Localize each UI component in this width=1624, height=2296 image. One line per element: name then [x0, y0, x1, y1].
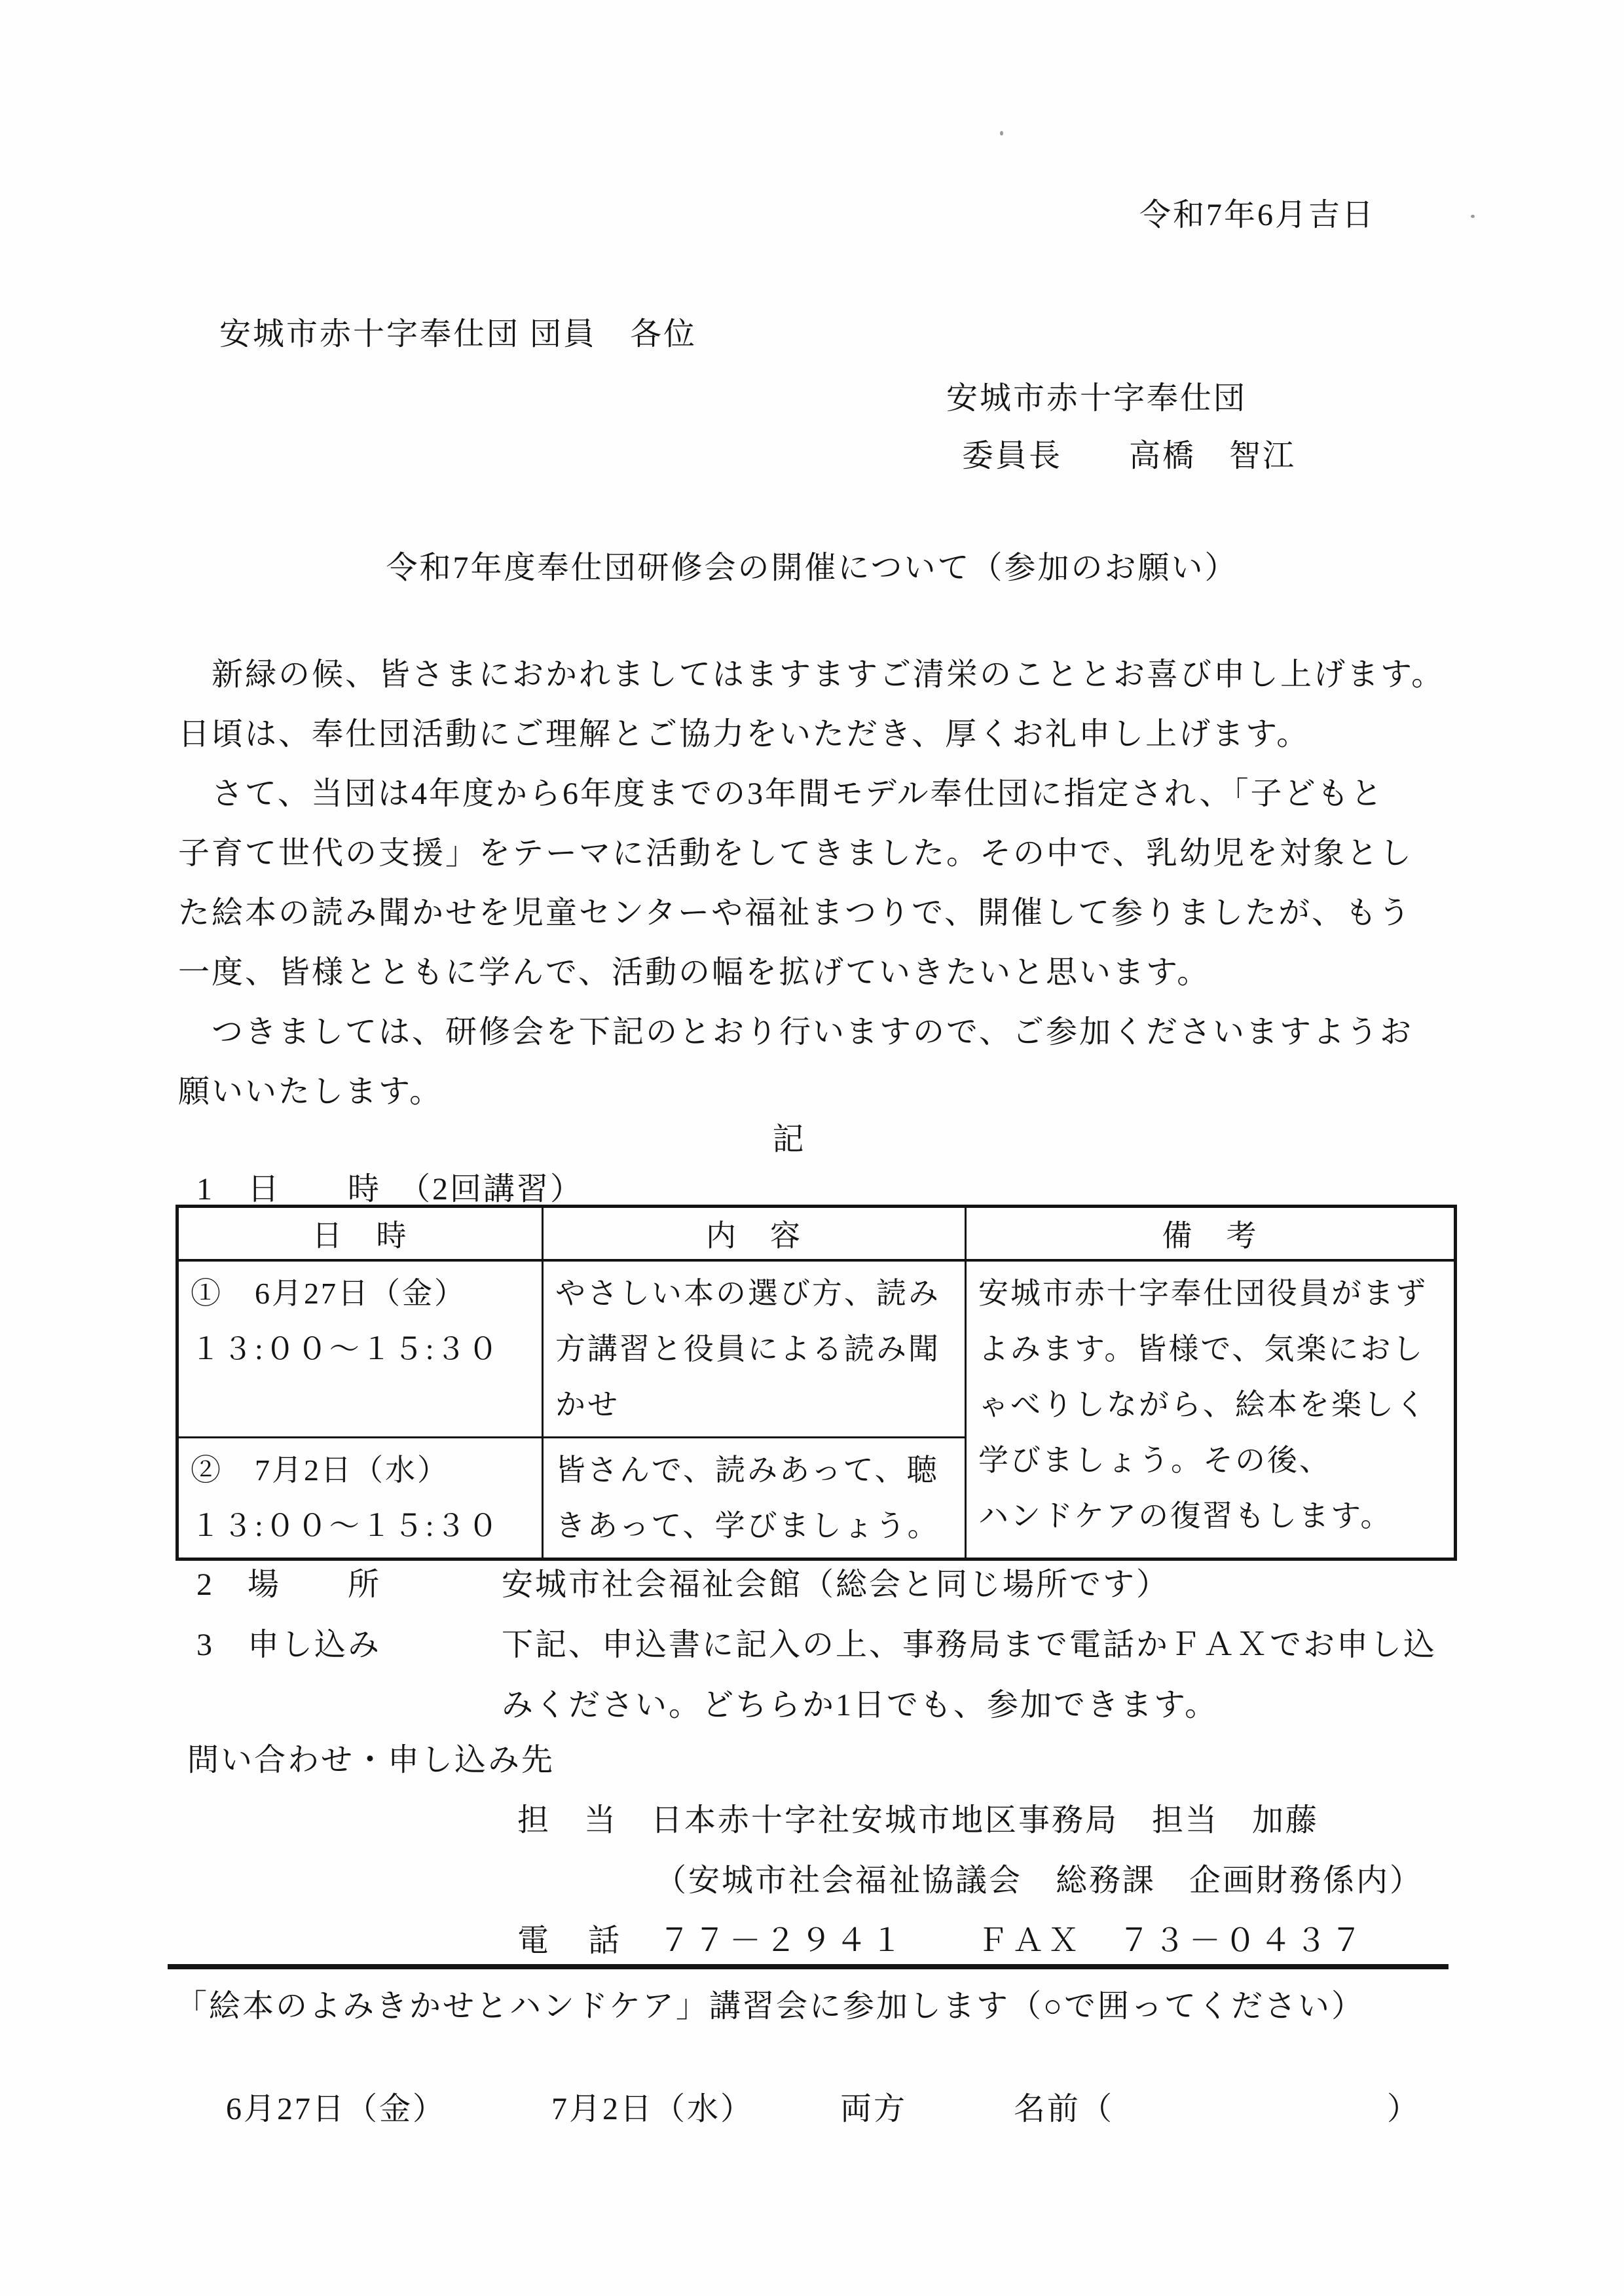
session2-content-cell: 皆さんで、読みあって、聴 きあって、学びましょう。: [543, 1438, 966, 1559]
body-line: 日頃は、奉仕団活動にご理解とご協力をいただき、厚くお礼申し上げます。: [178, 717, 1310, 752]
session1-content-cell: やさしい本の選び方、読み 方講習と役員による読み聞 かせ: [543, 1260, 966, 1438]
body-line: た絵本の読み聞かせを児童センターや福祉まつりで、開催して参りましたが、もう: [178, 896, 1412, 930]
contact-heading: 問い合わせ・申し込み先: [187, 1743, 555, 1777]
table-header-content: 内 容: [543, 1207, 966, 1261]
body-line: 願いいたします。: [178, 1074, 443, 1109]
addressee-line: 安城市赤十字奉仕団 団員 各位: [219, 317, 697, 352]
body-line: さて、当団は4年度から6年度までの3年間モデル奉仕団に指定され、「子どもと: [178, 776, 1384, 811]
schedule-table: [175, 1205, 1457, 1561]
application-text-line2: みください。どちらか1日でも、参加できます。: [502, 1688, 1219, 1722]
date-line: 令和7年6月吉日: [1139, 198, 1375, 232]
session1-time: １３:００～１５:３０: [191, 1332, 500, 1366]
sender-chairperson-name: 委員長 高橋 智江: [962, 439, 1297, 473]
body-paragraphs: [178, 645, 1462, 1121]
table-row: [177, 1260, 1456, 1438]
schedule-section-heading: 1 日 時 （2回講習）: [196, 1172, 584, 1207]
sender-organization: 安城市赤十字奉仕団: [946, 381, 1247, 416]
body-line: 新緑の候、皆さまにおかれましてはますますご清栄のこととお喜び申し上げます。: [178, 657, 1445, 692]
application-text-line1: 下記、申込書に記入の上、事務局まで電話かＦＡＸでお申し込: [502, 1628, 1437, 1662]
application-form-statement: 「絵本のよみきかせとハンドケア」講習会に参加します（○で囲ってください）: [175, 1989, 1365, 2024]
cut-line-divider: [168, 1964, 1449, 1969]
scan-artifact-dot: [1471, 215, 1475, 218]
session1-date: ① 6月27日（金）: [191, 1277, 466, 1310]
session2-time: １３:００～１５:３０: [191, 1509, 500, 1542]
contact-phone-fax-line: 電 話 ７７－２９４１ ＦＡＸ ７３－０４３７: [517, 1923, 1367, 1958]
contact-staff-line: 担 当 日本赤十字社安城市地区事務局 担当 加藤: [517, 1803, 1320, 1838]
session1-datetime-cell: [177, 1260, 543, 1438]
body-line: つきましては、研修会を下記のとおり行いますので、ご参加くださいますようお: [178, 1015, 1414, 1049]
name-field-label: 名前（: [1014, 2092, 1115, 2126]
option-both-days: 両方: [840, 2092, 908, 2126]
place-section-label: 2 場 所: [196, 1567, 382, 1602]
scan-artifact-dot: [1000, 131, 1003, 136]
table-header-datetime: 日 時: [177, 1207, 543, 1261]
application-section-label: 3 申し込み: [196, 1628, 382, 1662]
session2-date: ② 7月2日（水）: [191, 1453, 449, 1487]
record-marker: 記: [772, 1122, 806, 1157]
name-field-closing-paren: ）: [1387, 2092, 1421, 2126]
session2-datetime-cell: [177, 1438, 543, 1559]
body-line: 一度、皆様とともに学んで、活動の幅を拡げていきたいと思います。: [178, 955, 1211, 990]
option-july-2: 7月2日（水）: [551, 2092, 754, 2126]
contact-organization-line: （安城市社会福祉協議会 総務課 企画財務係内）: [655, 1863, 1424, 1898]
place-value: 安城市社会福祉会館（総会と同じ場所です）: [502, 1567, 1170, 1602]
table-header-remarks: 備 考: [966, 1207, 1456, 1261]
body-line: 子育て世代の支援」をテーマに活動をしてきました。その中で、乳幼児を対象とし: [178, 836, 1414, 871]
document-title: 令和7年度奉仕団研修会の開催について（参加のお願い）: [386, 551, 1238, 585]
remarks-cell: 安城市赤十字奉仕団役員がまず よみます。皆様で、気楽におし ゃべりしながら、絵本を楽しく 学びましょう。その後、 ハンドケアの復習もします。: [966, 1260, 1456, 1559]
table-header-row: [177, 1207, 1456, 1261]
option-june-27: 6月27日（金）: [226, 2092, 447, 2126]
